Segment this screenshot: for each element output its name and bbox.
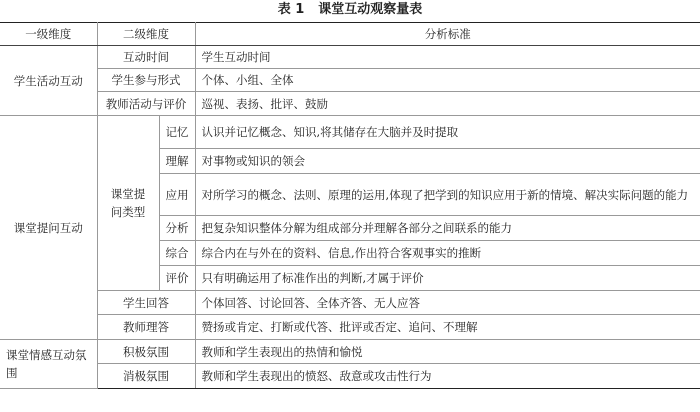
level2-cell: 教师理答 (97, 315, 195, 340)
criteria-cell: 只有明确运用了标准作出的判断,才属于评价 (195, 266, 700, 291)
level2-cell: 积极氛围 (97, 340, 195, 364)
level3-cell: 应用 (159, 174, 195, 216)
table-row (0, 116, 700, 149)
observation-table (0, 22, 700, 389)
table-row (0, 340, 700, 364)
level3-cell: 评价 (159, 266, 195, 291)
level1-cell: 学生活动互动 (0, 46, 97, 116)
criteria-cell: 学生互动时间 (195, 46, 700, 69)
header-criteria: 分析标准 (195, 23, 700, 46)
criteria-cell: 个体回答、讨论回答、全体齐答、无人应答 (195, 291, 700, 315)
table-row (0, 92, 700, 116)
criteria-cell: 认识并记忆概念、知识,将其储存在大脑并及时提取 (195, 116, 700, 149)
header-level2: 二级维度 (97, 23, 195, 46)
header-level1: 一级维度 (0, 23, 97, 46)
criteria-cell: 赞扬或肯定、打断或代答、批评或否定、追问、不理解 (195, 315, 700, 340)
criteria-cell: 教师和学生表现出的愤怒、敌意或攻击性行为 (195, 364, 700, 389)
table-title: 课堂互动观察量表 (318, 2, 423, 17)
level3-cell: 综合 (159, 241, 195, 266)
level3-cell: 记忆 (159, 116, 195, 149)
level2-cell: 教师活动与评价 (97, 92, 195, 116)
criteria-cell: 对事物或知识的领会 (195, 149, 700, 174)
level1-cell: 课堂情感互动氛围 (0, 340, 97, 389)
table-row (0, 291, 700, 315)
table-row (0, 364, 700, 389)
table-row (0, 46, 700, 69)
header-row (0, 23, 700, 46)
table-row (0, 69, 700, 92)
level2-cell: 学生参与形式 (97, 69, 195, 92)
criteria-cell: 把复杂知识整体分解为组成部分并理解各部分之间联系的能力 (195, 216, 700, 241)
table-row (0, 315, 700, 340)
table-caption (0, 0, 700, 22)
level1-cell: 课堂提问互动 (0, 116, 97, 340)
level2-cell: 消极氛围 (97, 364, 195, 389)
criteria-cell: 巡视、表扬、批评、鼓励 (195, 92, 700, 116)
level2-cell: 互动时间 (97, 46, 195, 69)
level3-cell: 理解 (159, 149, 195, 174)
table-number: 表 1 (277, 2, 305, 17)
criteria-cell: 个体、小组、全体 (195, 69, 700, 92)
level3-cell: 分析 (159, 216, 195, 241)
criteria-cell: 教师和学生表现出的热情和愉悦 (195, 340, 700, 364)
criteria-cell: 对所学习的概念、法则、原理的运用,体现了把学到的知识应用于新的情境、解决实际问题的能力 (195, 174, 700, 216)
criteria-cell: 综合内在与外在的资料、信息,作出符合客观事实的推断 (195, 241, 700, 266)
level2-cell: 学生回答 (97, 291, 195, 315)
level2-cell: 课堂提问类型 (97, 116, 159, 291)
